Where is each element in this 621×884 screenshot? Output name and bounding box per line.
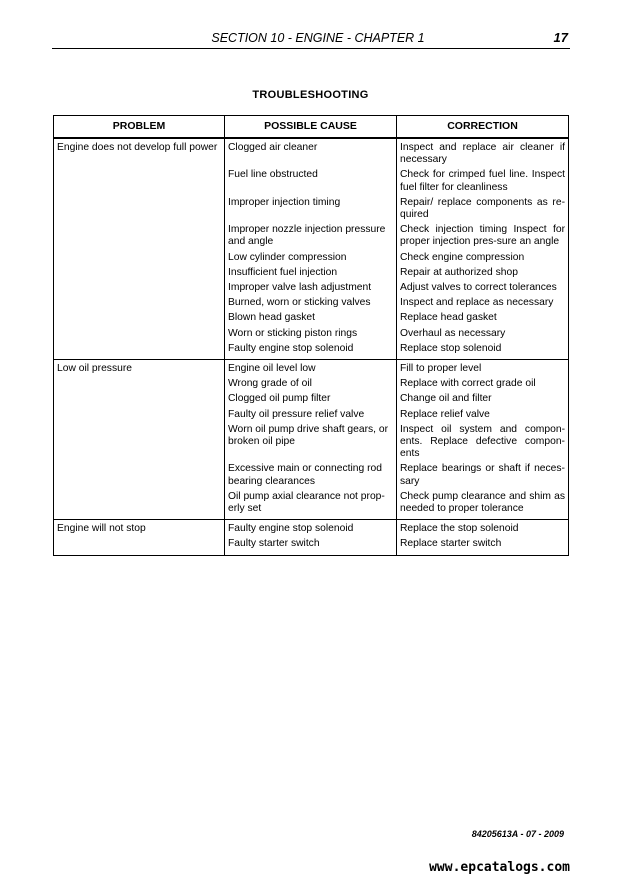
page-header [52,30,570,49]
table-body [54,138,569,555]
troubleshooting-table [53,115,569,556]
table-row [54,360,569,376]
correction-cell: Repair/ replace components as re-quired [397,194,569,221]
correction-cell: Replace the stop solenoid [397,520,569,536]
cause-cell: Excessive main or connecting rod bearing clearances [225,460,397,487]
problem-cell [54,249,225,264]
correction-cell: Overhaul as necessary [397,325,569,340]
cause-cell: Faulty starter switch [225,535,397,555]
correction-cell: Check injection timing Inspect for proper injection pres-sure an angle [397,221,569,248]
table-row [54,406,569,421]
problem-cell [54,194,225,221]
problem-cell [54,421,225,461]
cause-cell: Engine oil level low [225,360,397,376]
watermark-url: www.epcatalogs.com [429,860,570,875]
cause-cell: Improper nozzle injection pressure and angle [225,221,397,248]
problem-cell: Engine will not stop [54,520,225,536]
problem-cell [54,166,225,193]
cause-cell: Faulty engine stop solenoid [225,520,397,536]
table-row [54,535,569,555]
correction-cell: Adjust valves to correct tolerances [397,279,569,294]
table-row [54,460,569,487]
table-row [54,421,569,461]
correction-cell: Replace head gasket [397,309,569,324]
correction-cell: Change oil and filter [397,390,569,405]
correction-cell: Check engine compression [397,249,569,264]
document-code: 84205613A - 07 - 2009 [471,829,564,839]
cause-cell: Blown head gasket [225,309,397,324]
problem-cell [54,406,225,421]
page-number: 17 [553,30,568,45]
table-row [54,221,569,248]
correction-cell: Check for crimped fuel line. Inspect fuel filter for cleanliness [397,166,569,193]
table-row [54,166,569,193]
cause-cell: Clogged air cleaner [225,138,397,166]
problem-cell [54,340,225,360]
table-row [54,138,569,166]
problem-cell [54,488,225,520]
correction-cell: Replace with correct grade oil [397,375,569,390]
table-row [54,375,569,390]
problem-cell [54,375,225,390]
problem-cell [54,279,225,294]
correction-cell: Inspect and replace air cleaner if necessary [397,138,569,166]
section-title: SECTION 10 - ENGINE - CHAPTER 1 [211,31,425,45]
cause-cell: Worn oil pump drive shaft gears, or broken oil pipe [225,421,397,461]
column-header-correction: CORRECTION [397,116,569,139]
problem-cell [54,294,225,309]
correction-cell: Fill to proper level [397,360,569,376]
table-row [54,520,569,536]
column-header-cause: POSSIBLE CAUSE [225,116,397,139]
problem-cell [54,264,225,279]
problem-cell [54,390,225,405]
correction-cell: Replace relief valve [397,406,569,421]
table-row [54,325,569,340]
table-row [54,249,569,264]
correction-cell: Replace bearings or shaft if neces-sary [397,460,569,487]
problem-cell [54,535,225,555]
problem-cell [54,325,225,340]
table-row [54,264,569,279]
cause-cell: Burned, worn or sticking valves [225,294,397,309]
cause-cell: Oil pump axial clearance not prop-erly set [225,488,397,520]
cause-cell: Insufficient fuel injection [225,264,397,279]
table-row [54,194,569,221]
problem-cell [54,460,225,487]
cause-cell: Low cylinder compression [225,249,397,264]
cause-cell: Clogged oil pump filter [225,390,397,405]
cause-cell: Improper injection timing [225,194,397,221]
cause-cell: Improper valve lash adjustment [225,279,397,294]
table-header-row [54,116,569,139]
correction-cell: Inspect oil system and compon-ents. Replace defective compon-ents [397,421,569,461]
cause-cell: Fuel line obstructed [225,166,397,193]
cause-cell: Wrong grade of oil [225,375,397,390]
problem-cell [54,309,225,324]
column-header-problem: PROBLEM [54,116,225,139]
problem-cell: Engine does not develop full power [54,138,225,166]
correction-cell: Repair at authorized shop [397,264,569,279]
problem-cell [54,221,225,248]
problem-cell: Low oil pressure [54,360,225,376]
document-title: TROUBLESHOOTING [252,89,369,101]
cause-cell: Worn or sticking piston rings [225,325,397,340]
table-row [54,309,569,324]
correction-cell: Replace starter switch [397,535,569,555]
table-row [54,488,569,520]
cause-cell: Faulty engine stop solenoid [225,340,397,360]
table-row [54,279,569,294]
correction-cell: Replace stop solenoid [397,340,569,360]
table-row [54,390,569,405]
table-row [54,294,569,309]
cause-cell: Faulty oil pressure relief valve [225,406,397,421]
correction-cell: Check pump clearance and shim as needed to proper tolerance [397,488,569,520]
table-row [54,340,569,360]
correction-cell: Inspect and replace as necessary [397,294,569,309]
